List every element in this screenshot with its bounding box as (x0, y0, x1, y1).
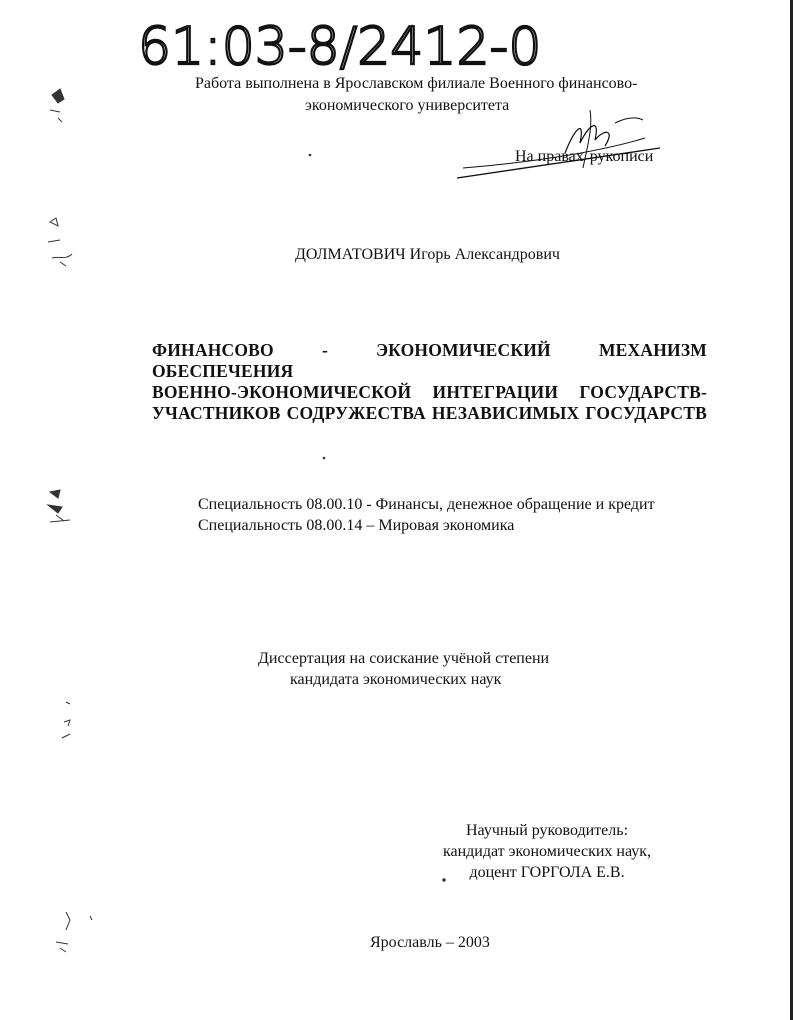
rights-part2: рукописи (589, 148, 654, 165)
city-year: Ярославль – 2003 (370, 934, 490, 951)
archive-number-text: 61:03-8/2412-0 (138, 17, 542, 76)
specialty-2: Специальность 08.00.14 – Мировая экономика (198, 517, 515, 534)
title-line-1: ФИНАНСОВО - ЭКОНОМИЧЕСКИЙ МЕХАНИЗМ ОБЕСПЕЧЕНИЯ (152, 340, 707, 381)
title-line-2: ВОЕННО-ЭКОНОМИЧЕСКОЙ ИНТЕГРАЦИИ ГОСУДАРСТВ- (152, 382, 707, 402)
advisor-line-1: Научный руководитель: (465, 822, 629, 839)
title-line-3: УЧАСТНИКОВ СОДРУЖЕСТВА НЕЗАВИСИМЫХ ГОСУДАРСТВ (152, 403, 707, 423)
author-name: ДОЛМАТОВИЧ Игорь Александрович (295, 246, 560, 263)
advisor-line-2: кандидат экономических наук, (442, 843, 652, 860)
institution-line-2: экономического университета (305, 97, 510, 114)
degree-line-2: кандидата экономических наук (290, 671, 502, 688)
degree-line-1: Диссертация на соискание учёной степени (258, 650, 550, 667)
institution-line-1: Работа выполнена в Ярославском филиале Военного финансово- (195, 75, 638, 92)
rights-part1: На правах (515, 148, 584, 165)
advisor-line-3: доцент ГОРГОЛА Е.В. (469, 864, 625, 881)
specialty-1: Специальность 08.00.10 - Финансы, денежное обращение и кредит (198, 496, 655, 513)
